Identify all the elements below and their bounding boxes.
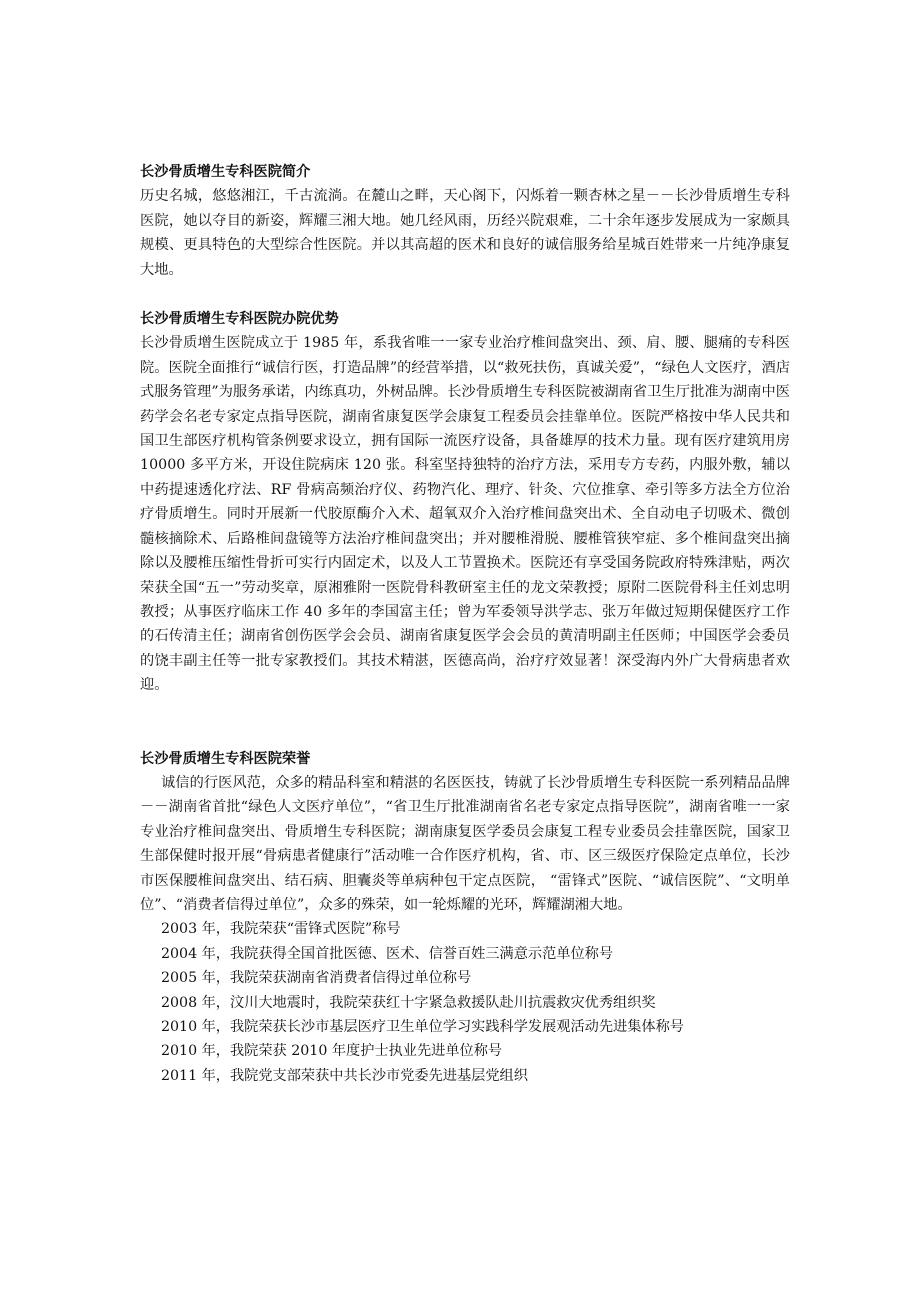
intro-paragraph: 历史名城，悠悠湘江，千古流淌。在麓山之畔，天心阁下，闪烁着一颗杏林之星－－长沙骨质增生专科医院，她以夺目的新姿，辉耀三湘大地。她几经风雨，历经兴院艰难，二十余年逐步发展成为一家颇具规模、更具特色的大型综合性医院。并以其高超的医术和良好的诚信服务给星城百姓带来一片纯净康复大地。	[140, 188, 790, 278]
section-title-intro: 长沙骨质增生专科医院简介	[140, 164, 311, 180]
section-spacer	[140, 698, 790, 747]
award-list	[140, 917, 790, 1088]
honors-paragraph: 诚信的行医风范，众多的精品科室和精湛的名医医技，铸就了长沙骨质增生专科医院一系列精品品牌－－湖南省首批“绿色人文医疗单位”，“省卫生厅批准湖南省名老专家定点指导医院”，湖南省唯一一家专业治疗椎间盘突出、骨质增生专科医院；湖南康复医学委员会康复工程专业委员会挂靠医院，国家卫生部保健时报开展“骨病患者健康行”活动唯一合作医疗机构，省、市、区三级医疗保险定点单位，长沙市医保腰椎间盘突出、结石病、胆囊炎等单病种包干定点医院， “雷锋式”医院、“诚信医院”、“文明单位”、“消费者信得过单位”，众多的殊荣，如一轮烁耀的光环，辉耀湖湘大地。	[140, 774, 790, 913]
award-item: 2004 年，我院获得全国首批医德、医术、信誉百姓三满意示范单位称号	[161, 945, 614, 962]
section-title-advantages: 长沙骨质增生专科医院办院优势	[140, 311, 339, 328]
award-item: 2011 年，我院党支部荣获中共长沙市党委先进基层党组织	[161, 1067, 528, 1084]
award-item: 2003 年，我院荣获“雷锋式医院”称号	[161, 921, 401, 938]
section-title-honors: 长沙骨质增生专科医院荣誉	[140, 750, 311, 767]
section-advantages	[140, 307, 790, 698]
section-intro	[140, 160, 790, 282]
award-item: 2010 年，我院荣获 2010 年度护士执业先进单位称号	[161, 1043, 503, 1060]
section-honors	[140, 747, 790, 1089]
advantages-paragraph: 长沙骨质增生医院成立于 1985 年，系我省唯一一家专业治疗椎间盘突出、颈、肩、腰、腿痛的专科医院。医院全面推行“诚信行医，打造品牌”的经营举措，以“救死扶伤，真诚关爱”，“绿色人文医疗，酒店式服务管理”为服务承诺，内练真功，外树品牌。长沙骨质增生专科医院被湖南省卫生厅批准为湖南中医药学会名老专家定点指导医院，湖南省康复医学会康复工程委员会挂靠单位。医院严格按中华人民共和国卫生部医疗机构管条例要求设立，拥有国际一流医疗设备，具备雄厚的技术力量。现有医疗建筑用房 10000 多平方米，开设住院病床 120 张。科室坚持独特的治疗方法，采用专方专药，内服外敷，辅以中药提速透化疗法、RF 骨病高频治疗仪、药物汽化、理疗、针灸、穴位推拿、牵引等多方法全方位治疗骨质增生。同时开展新一代胶原酶介入术、超氧双介入治疗椎间盘突出术、全自动电子切吸术、微创髓核摘除术、后路椎间盘镜等方法治疗椎间盘突出；并对腰椎滑脱、腰椎管狭窄症、多个椎间盘突出摘除以及腰椎压缩性骨折可实行内固定术，以及人工节置换术。医院还有享受国务院政府特殊津贴，两次荣获全国“五一”劳动奖章，原湘雅附一医院骨科教研室主任的龙文荣教授；原附二医院骨科主任刘忠明教授；从事医疗临床工作 40 多年的李国富主任；曾为军委领导洪学志、张万年做过短期保健医疗工作的石传清主任；湖南省创伤医学会会员、湖南省康复医学会会员的黄清明副主任医师；中国医学会委员的饶丰副主任等一批专家教授们。其技术精湛，医德高尚，治疗疗效显著！深受海内外广大骨病患者欢迎。	[140, 335, 790, 694]
document-page	[140, 160, 790, 1088]
award-item: 2008 年，汶川大地震时，我院荣获红十字紧急救援队赴川抗震救灾优秀组织奖	[161, 994, 656, 1011]
award-item: 2010 年，我院荣获长沙市基层医疗卫生单位学习实践科学发展观活动先进集体称号	[161, 1019, 684, 1035]
award-item: 2005 年，我院荣获湖南省消费者信得过单位称号	[161, 970, 472, 987]
section-spacer	[140, 282, 790, 307]
